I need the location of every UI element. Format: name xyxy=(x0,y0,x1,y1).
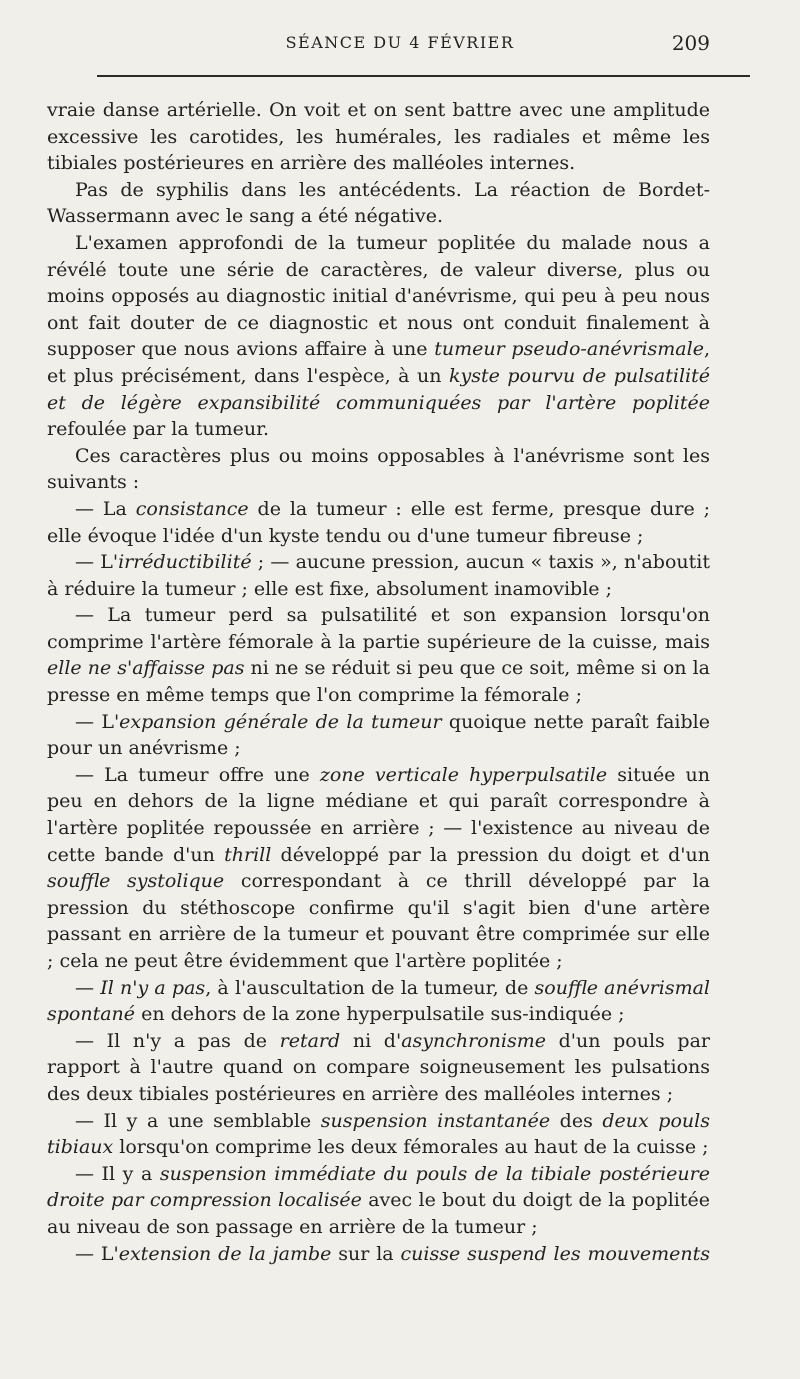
italic-run: elle ne s'affaisse pas xyxy=(47,657,245,680)
italic-run: consistance xyxy=(135,497,249,520)
text-run: L'examen approfondi de la tumeur poplitée du malade nous a révélé toute une série de caractères, de valeur diverse, plus ou moins opposés au diagnostic initial d'anévrisme, qui peu à peu nous ont fait douter de ce diagnostic et nous ont conduit finalement à supposer que nous avions affaire à une xyxy=(47,231,710,361)
paragraph xyxy=(47,230,710,443)
italic-run: kyste pourvu de pulsatilité et de légère expansibilité communiquées par l'artère poplitée xyxy=(47,364,710,414)
text-run: , à l'auscultation de la tumeur, de xyxy=(205,976,535,999)
text-run: de la tumeur : elle est ferme, presque dure ; elle évoque l'idée d'un kyste tendu ou d'une tumeur fibreuse ; xyxy=(47,497,710,547)
text-run: Pas de syphilis dans les antécédents. La réaction de Bordet-Wassermann avec le sang a été négative. xyxy=(47,178,710,228)
text-run: des xyxy=(550,1109,603,1132)
text-run: — xyxy=(75,976,101,999)
paragraph xyxy=(47,97,710,177)
text-run: d'un pouls par rapport à l'autre quand on compare soigneusement les pulsations des deux tibiales postérieures en arrière des malléoles internes ; xyxy=(47,1029,711,1105)
text-run: ni ne se réduit si peu que ce soit, même si on la presse en même temps que l'on comprime la fémorale ; xyxy=(47,657,710,707)
paragraph xyxy=(47,177,710,230)
text-run: avec le bout du doigt de la poplitée au niveau de son passage en arrière de la tumeur ; xyxy=(47,1189,710,1238)
body-text xyxy=(47,97,710,1267)
text-run: — Il y a une semblable xyxy=(75,1109,321,1132)
text-run: — La tumeur perd sa pulsatilité et son expansion lorsqu'on comprime l'artère fémorale à la partie supérieure de la cuisse, mais xyxy=(47,604,710,653)
paragraph xyxy=(47,1161,710,1241)
paragraph xyxy=(47,975,710,1028)
paragraph xyxy=(47,1241,710,1268)
text-run: quoique nette paraît faible pour un anévrisme ; xyxy=(47,710,710,760)
italic-run: cuisse suspend les mouvements xyxy=(400,1242,710,1265)
text-run: — La xyxy=(75,497,136,520)
italic-run: asynchronisme xyxy=(401,1029,546,1052)
text-run: — L' xyxy=(75,710,120,733)
text-run: , et plus précisément, dans l'espèce, à un xyxy=(47,338,710,387)
text-run: ni d' xyxy=(340,1029,402,1052)
italic-run: deux pouls tibiaux xyxy=(47,1109,710,1159)
text-run: ; — aucune pression, aucun « taxis », n'aboutit à réduire la tumeur ; elle est fixe, absolument inamovible ; xyxy=(47,551,710,600)
paragraph xyxy=(47,1028,710,1108)
paragraph xyxy=(47,709,710,762)
running-head xyxy=(40,33,760,63)
text-run: correspondant à ce thrill développé par la pression du stéthoscope confirme qu'il s'agit bien d'une artère passant en arrière de la tumeur et pouvant être comprimée sur elle ; cela ne peut être évidemment que l'artère poplitée ; xyxy=(47,870,711,972)
italic-run: expansion générale de la tumeur xyxy=(119,710,442,733)
text-run: — Il y a xyxy=(75,1162,160,1185)
italic-run: thrill xyxy=(224,843,272,866)
text-run: Ces caractères plus ou moins opposables à l'anévrisme sont les suivants : xyxy=(47,444,710,494)
paragraph xyxy=(47,602,710,708)
italic-run: Il n'y a pas xyxy=(100,976,206,999)
text-run: développé par la pression du doigt et d'un xyxy=(271,843,710,866)
italic-run: suspension instantanée xyxy=(320,1109,551,1132)
italic-run: retard xyxy=(279,1029,341,1052)
italic-run: tumeur pseudo-anévrismale xyxy=(434,338,704,361)
paragraph xyxy=(47,443,710,496)
italic-run: suspension immédiate du pouls de la tibiale postérieure droite par compression localisée xyxy=(47,1162,710,1212)
text-run: sur la xyxy=(331,1242,401,1265)
header-rule xyxy=(97,75,750,77)
running-title: SÉANCE DU 4 FÉVRIER xyxy=(285,33,515,52)
text-run: refoulée par la tumeur. xyxy=(47,418,270,441)
italic-run: irréductibilité xyxy=(118,551,252,574)
text-run: en dehors de la zone hyperpulsatile sus-indiquée ; xyxy=(135,1003,625,1026)
text-run: — L' xyxy=(75,1242,119,1265)
italic-run: zone verticale hyperpulsatile xyxy=(319,763,608,786)
italic-run: souffle systolique xyxy=(47,870,225,893)
paragraph xyxy=(47,762,710,975)
paragraph xyxy=(47,496,710,549)
text-run: — L' xyxy=(75,551,119,574)
italic-run: souffle anévrismal spontané xyxy=(47,976,711,1026)
page-number: 209 xyxy=(671,31,710,55)
paragraph xyxy=(47,1108,710,1161)
text-run: — La tumeur offre une xyxy=(75,763,320,786)
italic-run: extension de la jambe xyxy=(118,1242,332,1265)
text-run: vraie danse artérielle. On voit et on sent battre avec une amplitude excessive les carotides, les humérales, les radiales et même les tibiales postérieures en arrière des malléoles internes. xyxy=(47,99,710,175)
text-run: lorsqu'on comprime les deux fémorales au haut de la cuisse ; xyxy=(113,1136,709,1159)
text-run: située un peu en dehors de la ligne médiane et qui paraît correspondre à l'artère poplitée repoussée en arrière ; — l'existence au niveau de cette bande d'un xyxy=(47,763,711,866)
text-run: — Il n'y a pas de xyxy=(75,1029,280,1052)
paragraph xyxy=(47,549,710,602)
